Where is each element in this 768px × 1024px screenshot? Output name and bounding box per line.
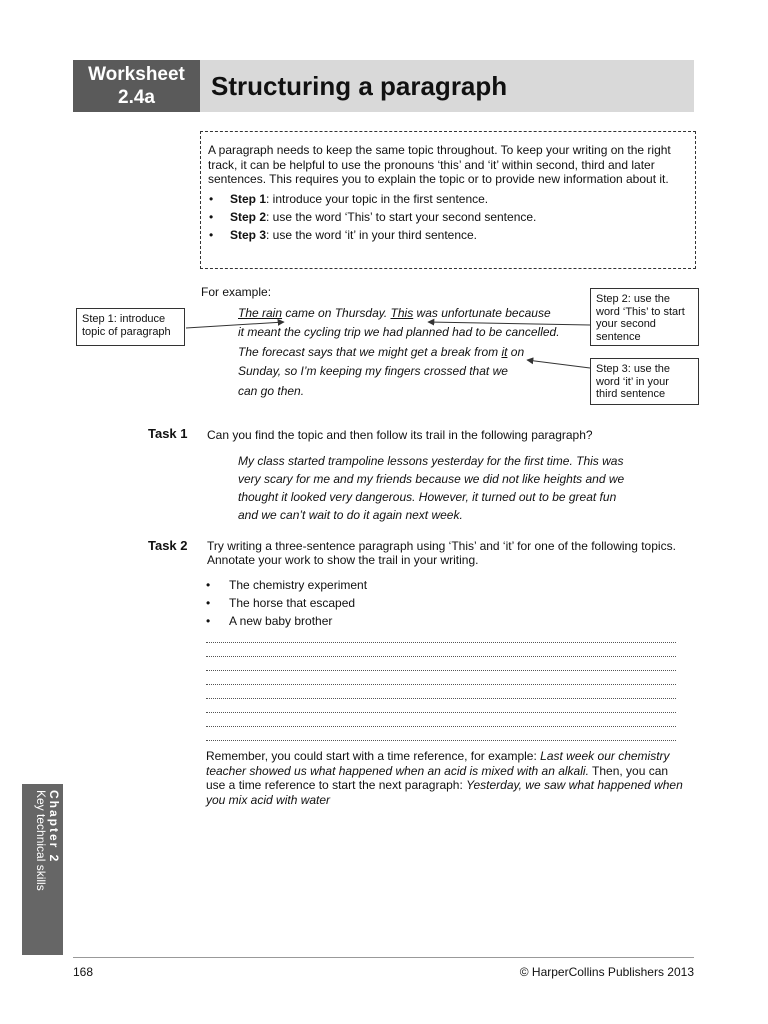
- example-line-4: Sunday, so I’m keeping my fingers crossed that we: [238, 364, 508, 378]
- worksheet-label: Worksheet: [88, 64, 185, 85]
- chapter-tab-text: [22, 784, 63, 955]
- list-item: • The chemistry experiment: [206, 578, 368, 592]
- worksheet-number: 2.4a: [118, 87, 155, 108]
- task1-paragraph: My class started trampoline lessons yesterday for the first time. This was very scary for me and my friends because we did not like heights and we thought it looked very dangerous. However, it turned out to be great fun and we can’t wait to do it again next week.: [238, 454, 625, 522]
- list-item: • Step 3: use the word ‘it’ in your third sentence.: [209, 227, 478, 242]
- list-item: • A new baby brother: [206, 614, 333, 628]
- arrow-step1: [186, 322, 284, 328]
- example-line-1: The rain came on Thursday. This was unfortunate because: [238, 306, 551, 320]
- writing-line[interactable]: [206, 698, 676, 699]
- list-item: • The horse that escaped: [206, 596, 356, 610]
- task2-label: Task 2: [148, 538, 188, 553]
- arrow-step2: [428, 322, 590, 325]
- chapter-label: Chapter 2: [47, 790, 61, 864]
- task2-topics: [206, 578, 367, 632]
- writing-line[interactable]: [206, 670, 676, 671]
- list-item: • Step 1: introduce your topic in the first sentence.: [209, 191, 489, 206]
- writing-line[interactable]: [206, 740, 676, 741]
- writing-line[interactable]: [206, 726, 676, 727]
- bullet-icon: •: [206, 596, 211, 610]
- bullet-icon: •: [206, 578, 211, 592]
- chapter-subtitle: Key technical skills: [34, 790, 48, 891]
- writing-line[interactable]: [206, 656, 676, 657]
- copyright-text: © HarperCollins Publishers 2013: [519, 965, 694, 979]
- callout-step3: Step 3: use the word ‘it’ in your third sentence: [590, 358, 699, 405]
- bullet-icon: •: [206, 614, 211, 628]
- bullet-icon: •: [209, 209, 214, 224]
- writing-line[interactable]: [206, 712, 676, 713]
- example-line-3: The forecast says that we might get a break from it on: [238, 345, 525, 359]
- bullet-icon: •: [209, 227, 214, 242]
- writing-line[interactable]: [206, 642, 676, 643]
- writing-line[interactable]: [206, 684, 676, 685]
- footer-divider: [73, 957, 694, 958]
- callout-step2: Step 2: use the word ‘This’ to start your second sentence: [590, 288, 699, 346]
- task2-prompt: Try writing a three-sentence paragraph using ‘This’ and ‘it’ for one of the following topics. Annotate your work to show the trail in your writing.: [207, 539, 676, 567]
- task1-label: Task 1: [148, 426, 188, 441]
- page-title: Structuring a paragraph: [200, 60, 694, 112]
- example-line-5: can go then.: [238, 384, 305, 398]
- callout-step1: Step 1: introduce topic of paragraph: [76, 308, 185, 346]
- example-lead: For example:: [201, 285, 272, 299]
- reminder-text: Remember, you could start with a time reference, for example: Last week our chemistry teacher showed us what happened when an acid is mixed with an alkali. Then, you can use a time reference to start the next paragraph: Yesterday, we saw what happened when you mix acid with water: [206, 749, 683, 807]
- intro-text: A paragraph needs to keep the same topic throughout. To keep your writing on the right track, it can be helpful to use the pronouns ‘this’ and ‘it’ within second, third and later sentences. This requires you to explain the topic or to provide new information about it.: [208, 143, 671, 186]
- list-item: • Step 2: use the word ‘This’ to start your second sentence.: [209, 209, 537, 224]
- page-number: 168: [73, 965, 94, 979]
- example-line-2: it meant the cycling trip we had planned had to be cancelled.: [238, 325, 560, 339]
- task1-prompt: Can you find the topic and then follow its trail in the following paragraph?: [207, 428, 593, 442]
- bullet-icon: •: [209, 191, 214, 206]
- arrow-step3: [527, 360, 590, 368]
